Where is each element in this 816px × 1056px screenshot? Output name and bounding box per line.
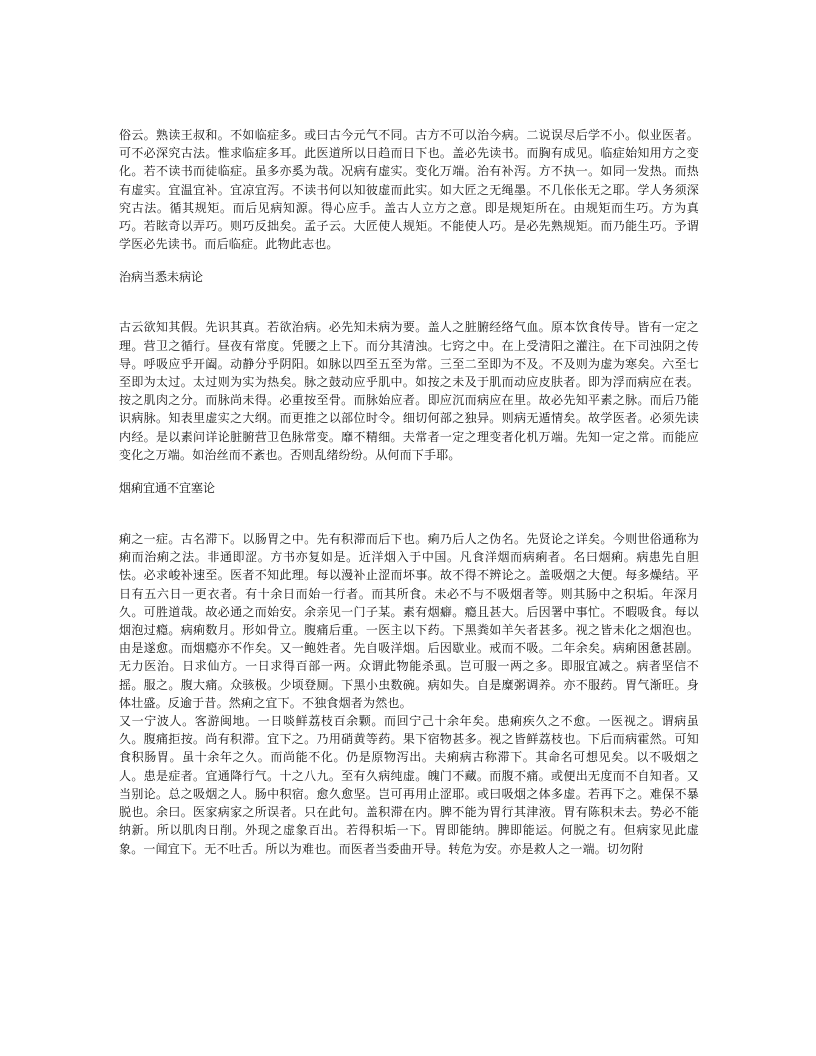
paragraph-ningbo-case: 又一宁波人。客游闽地。一日啖鲜荔枝百余颗。而回宁己十余年矣。患痢疾久之不愈。一医视之。谓病虽久。腹痛拒按。尚有积滞。宜下之。乃用硝黄等药。果下宿物甚多。视之皆鲜荔枝也。下后而病霍然。可知食积肠胃。虽十余年之久。而尚能不化。仍是原物泻出。夫痢病古称滞下。其命名可想见矣。以不吸烟之人。患是症者。宜通降行气。十之八九。至有久病纯虚。魄门不藏。而腹不痛。或便出无度而不自知者。又当别论。总之吸烟之人。肠中积宿。愈久愈坚。岂可再用止涩耶。或曰吸烟之体多虚。若再下之。难保不暴脱也。余曰。医家病家之所误者。只在此句。盖积滞在内。脾不能为胃行其津液。胃有陈积未去。势必不能纳新。所以肌肉日削。外现之虚象百出。若得积垢一下。胃即能纳。脾即能运。何脱之有。但病家见此虚象。一闻宜下。无不吐舌。所以为难也。而医者当委曲开导。转危为安。亦是救人之一端。切勿附 <box>119 714 699 856</box>
paragraph-opium-dysentery: 痢之一症。古名滞下。以肠胃之中。先有积滞而后下也。痢乃后人之伪名。先贤论之详矣。今则世俗通称为痢而治痢之法。非通即涩。方书亦复如是。近洋烟入于中国。凡食洋烟而病痢者。名曰烟痢。病患先自胆怯。必求峻补速至。医者不知此理。每以漫补止涩而坏事。故不得不辨论之。盖吸烟之大便。每多燥结。平日有五六日一更衣者。有十余日而始一行者。而其所食。未必不与不吸烟者等。则其肠中之积垢。年深月久。可胜道哉。故必通之而始安。余亲见一门子某。素有烟癖。瘾且甚大。后因署中事忙。不暇吸食。每以烟泡过瘾。病痢数月。形如骨立。腹痛后重。一医主以下药。下黑粪如羊矢者甚多。视之皆未化之烟泡也。由是遂愈。而烟瘾亦不作矣。又一鲍姓者。先自吸洋烟。后因歇业。戒而不吸。二年余矣。病痢困惫甚剧。无力医治。日求仙方。一日求得百部一两。众谓此物能杀虱。岂可服一两之多。即服宜减之。病者坚信不摇。服之。腹大痛。众骇极。少顷登厕。下黑小虫数碗。病如失。自是糜粥调养。亦不服药。胃气渐旺。身体壮盛。反逾于昔。然痢之宜下。不独食烟者为然也。 <box>119 532 699 710</box>
section-heading-unwell-theory: 治病当悉未病论 <box>119 270 204 285</box>
document-page <box>119 126 699 858</box>
paragraph-know-healthy-state: 古云欲知其假。先识其真。若欲治病。必先知未病为要。盖人之脏腑经络气血。原本饮食传导。皆有一定之理。营卫之循行。昼夜有常度。凭腰之上下。而分其清浊。七窍之中。在上受清阳之灌注。在下司浊阴之传导。呼吸应乎开阖。动静分乎阴阳。如脉以四至五至为常。三至二至即为不及。不及则为虚为寒矣。六至七至即为太过。太过则为实为热矣。脉之鼓动应乎肌中。如按之未及于肌而动应皮肤者。即为浮而病应在表。按之肌肉之分。而脉尚未得。必重按至骨。而脉始应者。即应沉而病应在里。故必先知平素之脉。而后乃能识病脉。知表里虚实之大纲。而更推之以部位时令。细切何部之独异。则病无遁情矣。故学医者。必须先读内经。是以素问详论脏腑营卫色脉常变。靡不精细。夫常者一定之理变者化机万端。先知一定之常。而能应变化之万端。如治丝而不紊也。否则乱绪纷纷。从何而下手耶。 <box>119 320 699 462</box>
paragraph-reading-books: 俗云。熟读王叔和。不如临症多。或曰古今元气不同。古方不可以治今病。二说误尽后学不小。似业医者。可不必深究古法。惟求临症多耳。此医道所以日趋而日下也。盖必先读书。而胸有成见。临症始知用方之变化。若不读书而徒临症。虽多亦奚为哉。况病有虚实。变化万端。治有补泻。方不执一。如同一发热。而热有虚实。宜温宜补。宜凉宜泻。不读书何以知彼虚而此实。如大匠之无绳墨。不几伥伥无之耶。学人务须深究古法。循其规矩。而后见病知源。得心应手。盖古人立方之意。即是规矩所在。由规矩而生巧。方为真巧。若眩奇以弄巧。则巧反拙矣。孟子云。大匠使人规矩。不能使人巧。是必先熟规矩。而乃能生巧。予谓学医必先读书。而后临症。此物此志也。 <box>119 128 699 252</box>
section-heading-opium-dysentery: 烟痢宜通不宜塞论 <box>119 481 216 496</box>
